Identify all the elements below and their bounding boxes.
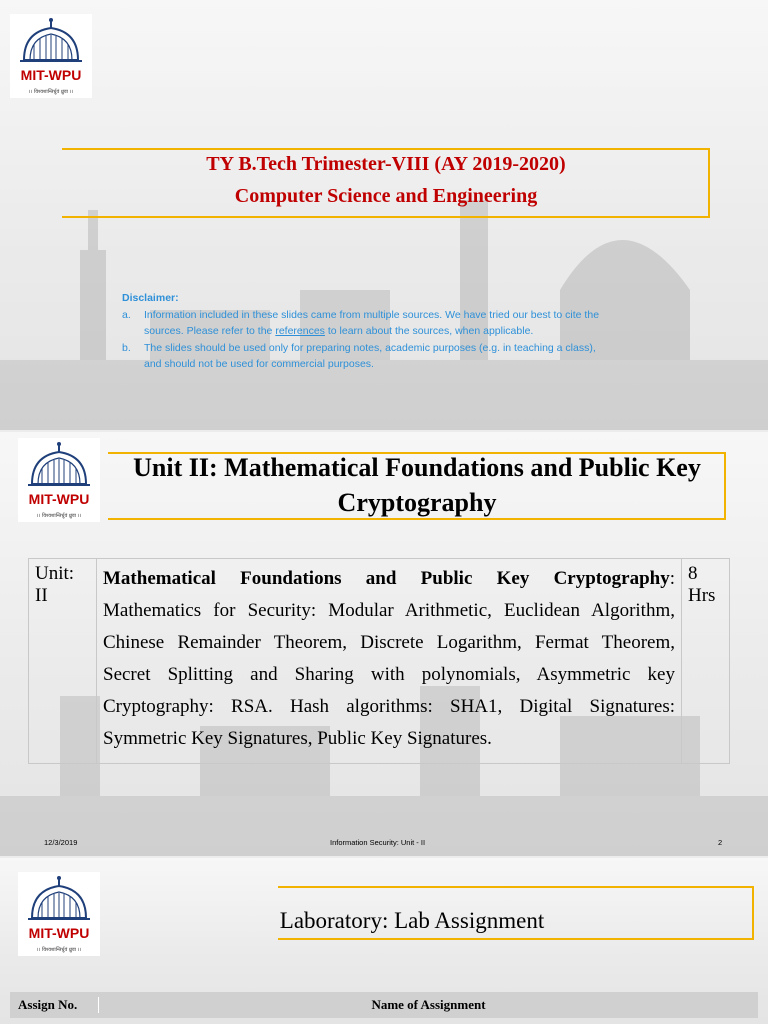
disclaimer-heading: Disclaimer:: [122, 292, 179, 304]
unit-cell: Unit: II: [29, 559, 97, 764]
disclaimer-item-a: [122, 307, 602, 340]
unit-title: Unit II: Mathematical Foundations and Public Key Cryptography: [133, 453, 701, 517]
list-marker: b.: [122, 341, 131, 354]
lab-title: Laboratory: Lab Assignment: [279, 908, 545, 933]
topics-cell: [97, 559, 682, 764]
disclaimer: [122, 290, 602, 373]
table-row: [29, 559, 730, 764]
logo-text: MIT-WPU: [28, 491, 90, 507]
footer-date: 12/3/2019: [44, 838, 78, 847]
disclaimer-item-b: [122, 340, 602, 373]
header-assignment-name: Name of Assignment: [98, 997, 758, 1013]
page-number: 2: [718, 838, 723, 847]
footer-title: Information Security: Unit - II: [330, 838, 426, 847]
topic-body: Mathematics for Security: Modular Arithmetic, Euclidean Algorithm, Chinese Remainder Theorem, Discrete Logarithm, Fermat Theorem, Secret Splitting and Sharing with polynomials, Asymmetric key Cryptography: RSA. Hash algorithms: SHA1, Digital Signatures: Symmetric Key Signatures, Public Key Signatures.: [103, 600, 675, 749]
course-title: TY B.Tech Trimester-VIII (AY 2019-2020): [206, 153, 566, 175]
references-link[interactable]: references: [275, 325, 325, 337]
topic-colon: :: [669, 568, 675, 589]
slide-title: [0, 0, 768, 430]
mit-wpu-logo: [18, 438, 100, 522]
logo-text: MIT-WPU: [20, 67, 82, 83]
slide-unit-overview: [0, 432, 768, 856]
hours-cell: 8 Hrs: [682, 559, 730, 764]
header-assign-no: Assign No.: [18, 997, 78, 1012]
mit-wpu-logo: [18, 872, 100, 956]
mit-wpu-logo: [10, 14, 92, 98]
syllabus-table: [28, 558, 730, 764]
department-title: Computer Science and Engineering: [234, 185, 538, 207]
logo-tagline: ।। विश्वशान्तिर्धुवं ध्रुवा ।।: [28, 89, 74, 95]
lab-table-header: [10, 992, 758, 1018]
disclaimer-a-text-2: to learn about the sources, when applicable.: [324, 325, 534, 337]
list-marker: a.: [122, 308, 131, 321]
logo-text: MIT-WPU: [28, 925, 90, 941]
logo-tagline: ।। विश्वशान्तिर्धुवं ध्रुवा ।।: [36, 513, 82, 519]
disclaimer-a-text-1: Information included in these slides came from multiple sources. We have tried our best to cite the sources. Please refer to the: [144, 308, 600, 337]
slide-lab-assignment: [0, 858, 768, 1024]
disclaimer-b-text: The slides should be used only for preparing notes, academic purposes (e.g. in teaching a class), and should not be used for commercial purposes.: [144, 341, 596, 370]
logo-tagline: ।। विश्वशान्तिर्धुवं ध्रुवा ।।: [36, 947, 82, 953]
topic-heading: Mathematical Foundations and Public Key Cryptography: [103, 568, 670, 589]
